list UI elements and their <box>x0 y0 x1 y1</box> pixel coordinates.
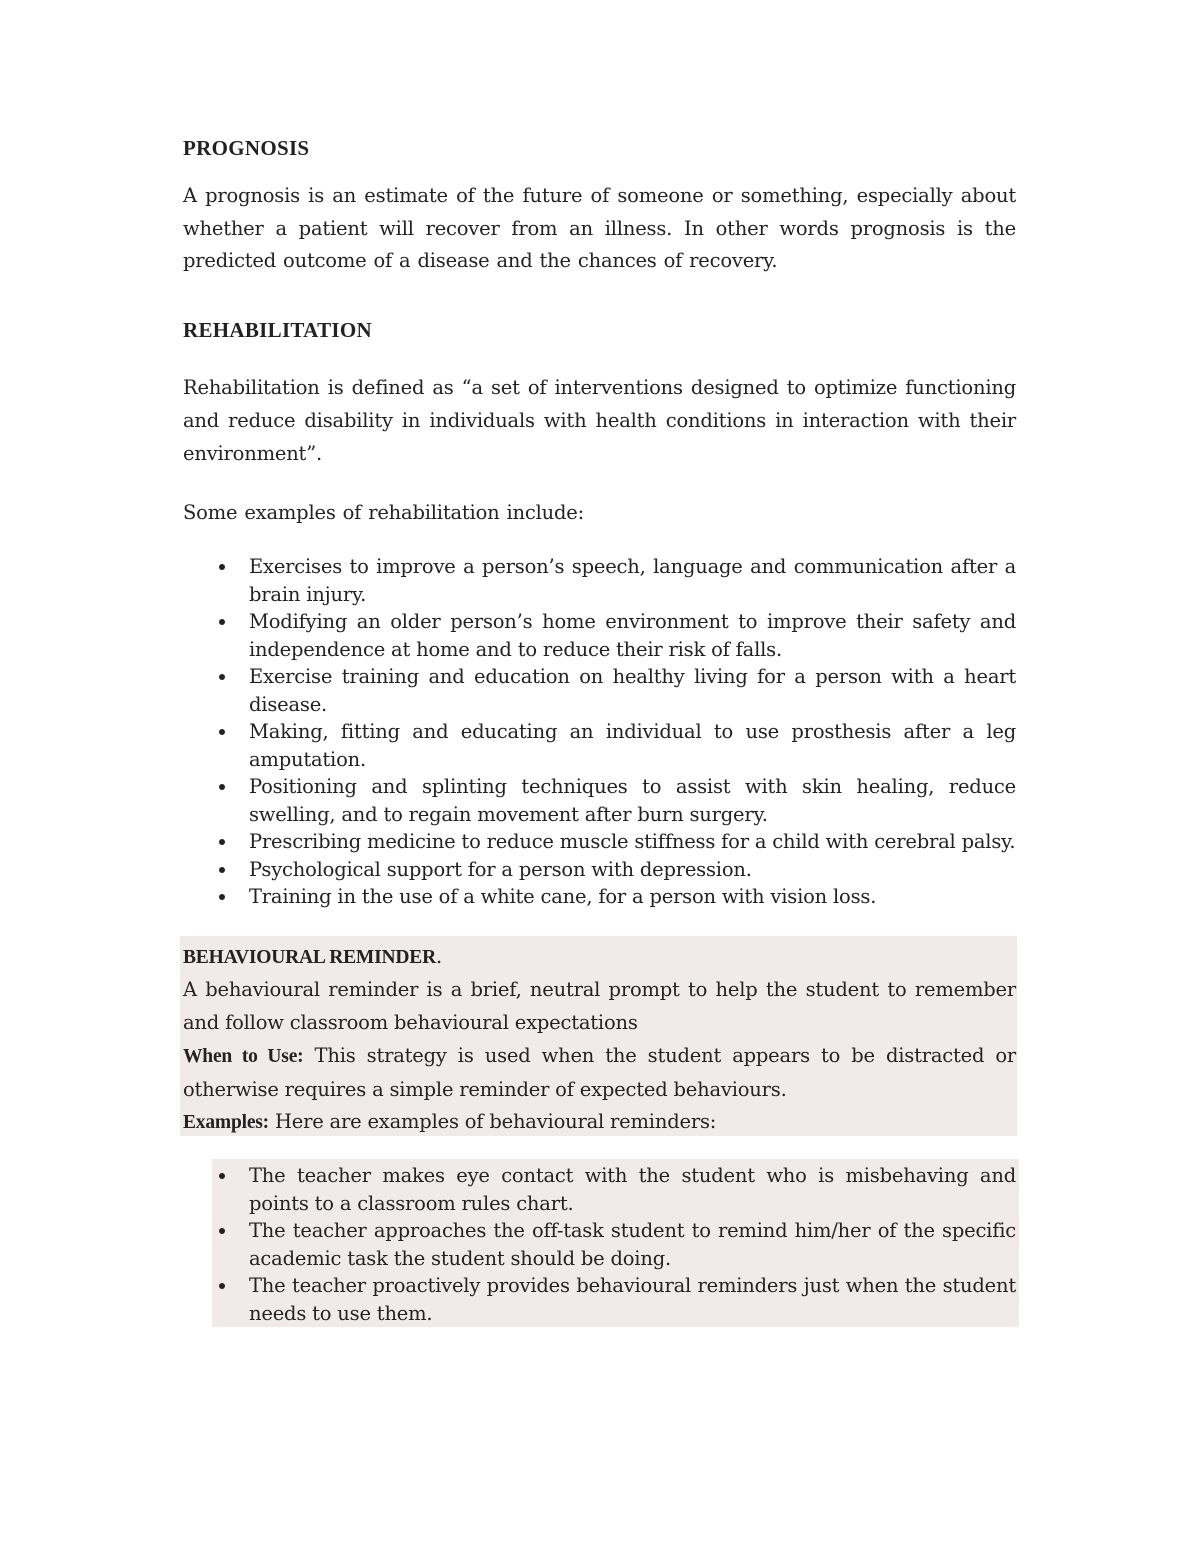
bullet-icon <box>219 839 225 845</box>
list-item-text: Training in the use of a white cane, for a person with vision loss. <box>249 885 877 908</box>
behavioural-heading: BEHAVIOURAL REMINDER <box>183 947 436 968</box>
list-item-text: The teacher approaches the off-task student to remind him/her of the specific academic task the student should be doing. <box>249 1219 1016 1270</box>
bullet-icon <box>219 564 225 570</box>
list-item <box>183 828 1016 856</box>
list-item <box>183 883 1016 911</box>
list-item <box>183 718 1016 773</box>
list-item-text: Positioning and splinting techniques to assist with skin healing, reduce swelling, and to regain movement after burn surgery. <box>249 775 1016 826</box>
bullet-icon <box>219 867 225 873</box>
behavioural-examples-line <box>183 1105 1016 1139</box>
bullet-icon <box>219 674 225 680</box>
list-item-text: The teacher makes eye contact with the student who is misbehaving and points to a classroom rules chart. <box>249 1164 1016 1215</box>
list-item <box>183 1217 1016 1272</box>
when-to-use-text: This strategy is used when the student appears to be distracted or otherwise requires a simple reminder of expected behaviours. <box>183 1044 1016 1101</box>
behavioural-heading-suffix: . <box>435 945 442 968</box>
when-to-use-label: When to Use: <box>183 1046 304 1067</box>
rehabilitation-heading: REHABILITATION <box>183 318 372 342</box>
list-item <box>183 663 1016 718</box>
list-item-text: Making, fitting and educating an individual to use prosthesis after a leg amputation. <box>249 720 1016 771</box>
list-item <box>183 856 1016 884</box>
behavioural-definition: A behavioural reminder is a brief, neutral prompt to help the student to remember and follow classroom behavioural expectations <box>183 978 1016 1034</box>
list-item-text: Exercise training and education on healthy living for a person with a heart disease. <box>249 665 1016 716</box>
list-item <box>183 773 1016 828</box>
behavioural-heading-line <box>183 940 1016 974</box>
list-item-text: Psychological support for a person with depression. <box>249 857 752 881</box>
bullet-icon <box>219 1283 225 1289</box>
list-item <box>183 553 1016 608</box>
list-item-text: Prescribing medicine to reduce muscle stiffness for a child with cerebral palsy. <box>249 830 1016 853</box>
behavioural-when-to-use <box>183 1039 1016 1106</box>
bullet-icon <box>219 1228 225 1234</box>
examples-label: Examples: <box>183 1112 269 1133</box>
rehabilitation-examples-list <box>183 553 1016 911</box>
behavioural-examples-list <box>183 1162 1016 1327</box>
rehabilitation-examples-intro: Some examples of rehabilitation include: <box>183 501 584 524</box>
rehabilitation-definition: Rehabilitation is defined as “a set of interventions designed to optimize functioning and reduce disability in individuals with health conditions in interaction with their environment”. <box>183 376 1016 465</box>
bullet-icon <box>219 894 225 900</box>
bullet-icon <box>219 784 225 790</box>
list-item-text: The teacher proactively provides behavioural reminders just when the student needs to use them. <box>249 1274 1016 1325</box>
list-item <box>183 608 1016 663</box>
list-item-text: Exercises to improve a person’s speech, language and communication after a brain injury. <box>249 555 1016 606</box>
list-item <box>183 1162 1016 1217</box>
examples-text: Here are examples of behavioural reminders: <box>268 1110 717 1133</box>
prognosis-paragraph: A prognosis is an estimate of the future of someone or something, especially about whether a patient will recover from an illness. In other words prognosis is the predicted outcome of a disease and the chances of recovery. <box>183 184 1016 272</box>
list-item-text: Modifying an older person’s home environment to improve their safety and independence at home and to reduce their risk of falls. <box>249 610 1016 661</box>
prognosis-heading: PROGNOSIS <box>183 136 310 160</box>
bullet-icon <box>219 619 225 625</box>
bullet-icon <box>219 729 225 735</box>
list-item <box>183 1272 1016 1327</box>
bullet-icon <box>219 1173 225 1179</box>
